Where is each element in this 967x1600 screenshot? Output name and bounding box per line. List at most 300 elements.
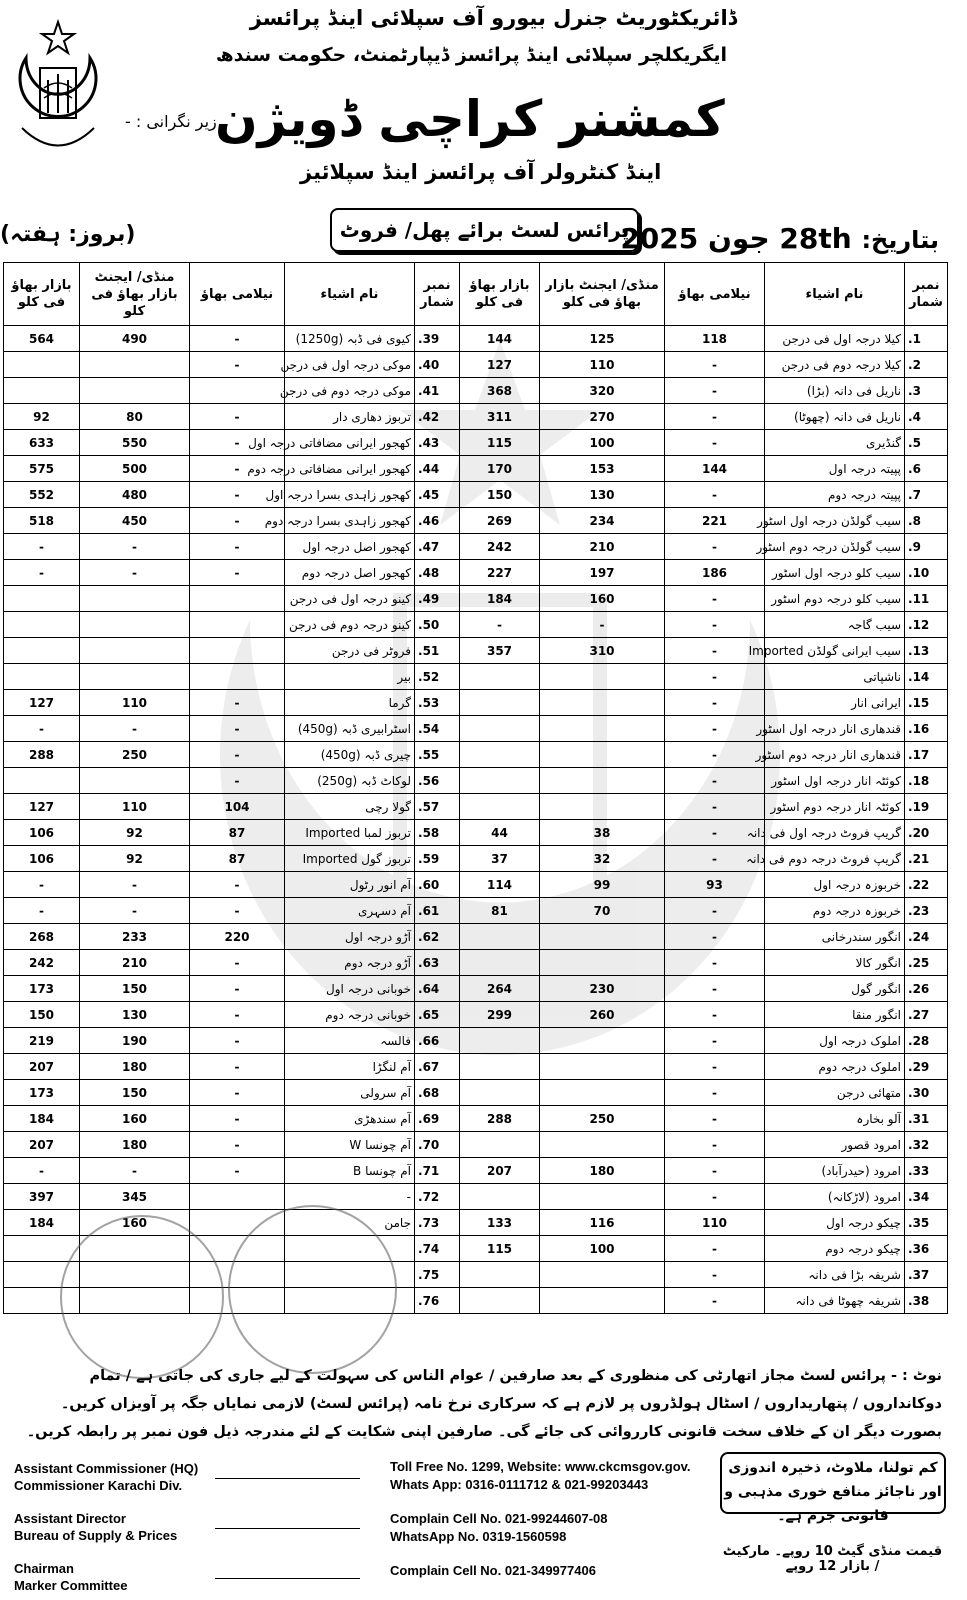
bazaar-price: -	[4, 1158, 80, 1184]
directorate-title: ڈائریکٹوریٹ جنرل بیورو آف سپلائی اینڈ پرائسز	[249, 6, 737, 30]
item-name: گریپ فروٹ درجہ اول فی دانہ	[765, 820, 905, 846]
table-row	[4, 976, 948, 1002]
auction-price: -	[665, 404, 765, 430]
auction-price: 186	[665, 560, 765, 586]
signatory-assistant-commissioner	[14, 1460, 198, 1494]
mandi-price: 70	[540, 898, 665, 924]
bazaar-price	[4, 768, 80, 794]
item-name: پپیتہ درجہ اول	[765, 456, 905, 482]
mandi-price	[540, 716, 665, 742]
item-name: سیب ایرانی گولڈن Imported	[765, 638, 905, 664]
auction-price: -	[665, 768, 765, 794]
item-name: کیلا درجہ اول فی درجن	[765, 326, 905, 352]
table-row	[4, 1158, 948, 1184]
serial-number: 70.	[415, 1132, 460, 1158]
auction-price: -	[190, 560, 285, 586]
auction-price	[190, 1184, 285, 1210]
mandi-price: -	[80, 560, 190, 586]
contact-complain-cell: Complain Cell No. 021-99244607-08	[390, 1511, 608, 1526]
bazaar-price	[460, 1132, 540, 1158]
serial-number: 19.	[905, 794, 948, 820]
auction-price: -	[665, 794, 765, 820]
item-name: تربوز لمبا Imported	[285, 820, 415, 846]
auction-price: -	[190, 768, 285, 794]
serial-number: 20.	[905, 820, 948, 846]
serial-number: 45.	[415, 482, 460, 508]
item-name: امرود قصور	[765, 1132, 905, 1158]
mandi-price: -	[80, 872, 190, 898]
auction-price: -	[665, 1184, 765, 1210]
bazaar-price: -	[4, 534, 80, 560]
serial-number: 54.	[415, 716, 460, 742]
serial-number: 12.	[905, 612, 948, 638]
contact-complain-cell-2: Complain Cell No. 021-349977406	[390, 1563, 596, 1578]
signatory-office: Bureau of Supply & Prices	[14, 1528, 178, 1543]
mandi-price: 92	[80, 846, 190, 872]
auction-price: -	[665, 378, 765, 404]
bazaar-price	[460, 716, 540, 742]
table-row	[4, 950, 948, 976]
supervision-label: زیر نگرانی : -	[125, 112, 217, 131]
bazaar-price: 106	[4, 820, 80, 846]
serial-number: 39.	[415, 326, 460, 352]
bazaar-price	[460, 690, 540, 716]
item-name: فالسہ	[285, 1028, 415, 1054]
bazaar-price: 127	[4, 794, 80, 820]
serial-number: 53.	[415, 690, 460, 716]
item-name: انگور منقا	[765, 1002, 905, 1028]
table-row	[4, 508, 948, 534]
serial-number: 34.	[905, 1184, 948, 1210]
auction-price: 221	[665, 508, 765, 534]
auction-price: -	[665, 1132, 765, 1158]
mandi-price: 210	[540, 534, 665, 560]
mandi-price: 116	[540, 1210, 665, 1236]
serial-number: 56.	[415, 768, 460, 794]
bazaar-price	[4, 664, 80, 690]
mandi-price: 450	[80, 508, 190, 534]
auction-price: -	[190, 976, 285, 1002]
mandi-price: 80	[80, 404, 190, 430]
mandi-price	[540, 1288, 665, 1314]
bazaar-price: 242	[4, 950, 80, 976]
bazaar-price: 81	[460, 898, 540, 924]
table-row	[4, 1002, 948, 1028]
table-row	[4, 924, 948, 950]
mandi-price	[540, 1262, 665, 1288]
serial-number: 60.	[415, 872, 460, 898]
serial-number: 22.	[905, 872, 948, 898]
bazaar-price	[460, 1184, 540, 1210]
mandi-price	[540, 1132, 665, 1158]
notice-text: نوٹ : - پرائس لسٹ مجاز اتھارٹی کی منظوری کے بعد صارفین / عوام الناس کی سہولت کے لیے جاری کی جاتی ہے / تمام دوکانداروں / پتھاریداروں / اسٹال ہولڈروں پر لازم ہے کہ سرکاری نرخ نامہ (پرائس لسٹ) لازمی نمایاں جگہ پر آویزاں کریں۔ بصورت دیگر ان کے خلاف سخت قانونی کارروائی کی جائے گی۔ صارفین اپنی شکایت کے لئے مندرجہ ذیل فون نمبر پر رابطہ کریں۔	[26, 1368, 942, 1440]
date-value: 28th جون 2025	[620, 222, 852, 255]
col-sn-right: نمبر شمار	[905, 263, 948, 326]
serial-number: 43.	[415, 430, 460, 456]
bazaar-price: -	[4, 872, 80, 898]
auction-price: -	[665, 1106, 765, 1132]
serial-number: 49.	[415, 586, 460, 612]
item-name: امرود (حیدرآباد)	[765, 1158, 905, 1184]
bazaar-price	[4, 638, 80, 664]
auction-price: -	[665, 1080, 765, 1106]
item-name: خوبانی درجہ دوم	[285, 1002, 415, 1028]
item-name: کھجور اصل درجہ دوم	[285, 560, 415, 586]
mandi-price	[540, 1184, 665, 1210]
serial-number: 33.	[905, 1158, 948, 1184]
item-name: آڑو درجہ اول	[285, 924, 415, 950]
col-item-left: نام اشیاء	[285, 263, 415, 326]
mandi-price: -	[80, 898, 190, 924]
bazaar-price	[460, 950, 540, 976]
serial-number: 67.	[415, 1054, 460, 1080]
table-row	[4, 612, 948, 638]
bazaar-price: 268	[4, 924, 80, 950]
bazaar-price: 207	[4, 1132, 80, 1158]
serial-number: 61.	[415, 898, 460, 924]
bazaar-price: 115	[460, 1236, 540, 1262]
item-name: کھجور ایرانی مضافاتی درجہ دوم	[285, 456, 415, 482]
signature-line	[215, 1478, 360, 1479]
serial-number: 36.	[905, 1236, 948, 1262]
mandi-price: 92	[80, 820, 190, 846]
signatory-office: Marker Committee	[14, 1578, 128, 1593]
item-name: سیب کلو درجہ دوم اسٹور	[765, 586, 905, 612]
bazaar-price: 37	[460, 846, 540, 872]
mandi-price: 250	[540, 1106, 665, 1132]
table-row	[4, 872, 948, 898]
serial-number: 42.	[415, 404, 460, 430]
serial-number: 50.	[415, 612, 460, 638]
table-row	[4, 716, 948, 742]
item-name: ناریل فی دانہ (بڑا)	[765, 378, 905, 404]
serial-number: 31.	[905, 1106, 948, 1132]
auction-price: -	[665, 482, 765, 508]
auction-price: -	[665, 924, 765, 950]
bazaar-price	[460, 1028, 540, 1054]
mandi-price: 180	[540, 1158, 665, 1184]
item-name: بیر	[285, 664, 415, 690]
mandi-price: 150	[80, 976, 190, 1002]
contact-whatsapp: Whats App: 0316-0111712 & 021-99203443	[390, 1477, 649, 1492]
serial-number: 68.	[415, 1080, 460, 1106]
mandi-price: 260	[540, 1002, 665, 1028]
mandi-price: 550	[80, 430, 190, 456]
auction-price: -	[190, 1028, 285, 1054]
item-name: کیوی فی ڈبہ (1250g)	[285, 326, 415, 352]
mandi-price: 125	[540, 326, 665, 352]
table-row	[4, 1054, 948, 1080]
auction-price: -	[190, 1002, 285, 1028]
bazaar-price: 173	[4, 1080, 80, 1106]
item-name: خربوزہ درجہ اول	[765, 872, 905, 898]
item-name: انگور کالا	[765, 950, 905, 976]
date-label: بتاریخ:	[861, 226, 939, 254]
col-mandi-right: منڈی/ ایجنٹ بازار بھاؤ فی کلو	[540, 263, 665, 326]
item-name: آم دسہری	[285, 898, 415, 924]
item-name: فروٹر فی درجن	[285, 638, 415, 664]
serial-number: 14.	[905, 664, 948, 690]
item-name: انگور سندرخانی	[765, 924, 905, 950]
bazaar-price: 552	[4, 482, 80, 508]
item-name: انگور گول	[765, 976, 905, 1002]
auction-price	[190, 378, 285, 404]
bazaar-price: 92	[4, 404, 80, 430]
bazaar-price	[4, 586, 80, 612]
col-bazaar-left: بازار بھاؤ فی کلو	[4, 263, 80, 326]
bazaar-price	[460, 1080, 540, 1106]
serial-number: 46.	[415, 508, 460, 534]
item-name: چیری ڈبہ (450g)	[285, 742, 415, 768]
bazaar-price: 368	[460, 378, 540, 404]
mandi-price: 233	[80, 924, 190, 950]
mandi-price	[80, 586, 190, 612]
bazaar-price: -	[4, 560, 80, 586]
auction-price: -	[665, 1002, 765, 1028]
serial-number: 28.	[905, 1028, 948, 1054]
auction-price: -	[665, 976, 765, 1002]
bazaar-price: 184	[4, 1106, 80, 1132]
item-name: آم چونسا B	[285, 1158, 415, 1184]
auction-price: -	[190, 716, 285, 742]
serial-number: 18.	[905, 768, 948, 794]
signatory-office: Commissioner Karachi Div.	[14, 1478, 183, 1493]
auction-price: -	[665, 612, 765, 638]
item-name: سیب کلو درجہ اول اسٹور	[765, 560, 905, 586]
table-row	[4, 1080, 948, 1106]
mandi-price: 320	[540, 378, 665, 404]
signatory-chairman	[14, 1560, 127, 1594]
department-title: ایگریکلچر سپلائی اینڈ پرائسز ڈیپارٹمنٹ، حکومت سندھ	[215, 44, 727, 66]
auction-price: -	[665, 742, 765, 768]
mandi-price: 38	[540, 820, 665, 846]
mandi-price	[540, 742, 665, 768]
bazaar-price: 144	[460, 326, 540, 352]
bazaar-price: 150	[4, 1002, 80, 1028]
serial-number: 5.	[905, 430, 948, 456]
table-row	[4, 742, 948, 768]
serial-number: 48.	[415, 560, 460, 586]
auction-price: -	[190, 898, 285, 924]
serial-number: 8.	[905, 508, 948, 534]
serial-number: 72.	[415, 1184, 460, 1210]
mandi-price: 180	[80, 1054, 190, 1080]
bazaar-price	[460, 924, 540, 950]
table-row	[4, 690, 948, 716]
mandi-price	[540, 950, 665, 976]
mandi-price: 345	[80, 1184, 190, 1210]
auction-price: -	[665, 716, 765, 742]
mandi-price: 130	[80, 1002, 190, 1028]
bazaar-price: 219	[4, 1028, 80, 1054]
bazaar-price: 397	[4, 1184, 80, 1210]
item-name: کوئٹہ انار درجہ اول اسٹور	[765, 768, 905, 794]
mandi-price: 234	[540, 508, 665, 534]
bazaar-price: 106	[4, 846, 80, 872]
mandi-price: 250	[80, 742, 190, 768]
serial-number: 47.	[415, 534, 460, 560]
bazaar-price	[460, 768, 540, 794]
mandi-price	[540, 1054, 665, 1080]
signature-line	[215, 1528, 360, 1529]
item-name: کیلا درجہ دوم فی درجن	[765, 352, 905, 378]
auction-price: -	[190, 690, 285, 716]
mandi-price	[540, 1028, 665, 1054]
mandi-price: 197	[540, 560, 665, 586]
serial-number: 32.	[905, 1132, 948, 1158]
col-mandi-left: منڈی/ ایجنٹ بازار بھاؤ فی کلو	[80, 263, 190, 326]
date-field	[620, 222, 939, 255]
bazaar-price	[460, 1262, 540, 1288]
auction-price: -	[665, 352, 765, 378]
serial-number: 3.	[905, 378, 948, 404]
item-name: آڑو درجہ دوم	[285, 950, 415, 976]
auction-price: -	[190, 404, 285, 430]
mandi-price: 310	[540, 638, 665, 664]
auction-price: -	[665, 846, 765, 872]
table-header-row	[4, 263, 948, 326]
table-row	[4, 1184, 948, 1210]
mandi-price: 160	[80, 1106, 190, 1132]
item-name: سیب گولڈن درجہ دوم اسٹور	[765, 534, 905, 560]
serial-number: 30.	[905, 1080, 948, 1106]
bazaar-price	[4, 378, 80, 404]
table-row	[4, 898, 948, 924]
item-name: گرما	[285, 690, 415, 716]
serial-number: 58.	[415, 820, 460, 846]
auction-price: -	[190, 1080, 285, 1106]
auction-price: -	[665, 1028, 765, 1054]
auction-price: -	[665, 1288, 765, 1314]
mandi-price: 99	[540, 872, 665, 898]
auction-price: 144	[665, 456, 765, 482]
bazaar-price: 264	[460, 976, 540, 1002]
serial-number: 71.	[415, 1158, 460, 1184]
auction-price: -	[190, 482, 285, 508]
auction-price: 87	[190, 820, 285, 846]
bazaar-price: 207	[4, 1054, 80, 1080]
table-row	[4, 1028, 948, 1054]
item-name: کھجور زاہدی بسرا درجہ دوم	[285, 508, 415, 534]
assistant-commissioner-stamp	[60, 1215, 224, 1379]
auction-price: -	[665, 1262, 765, 1288]
serial-number: 17.	[905, 742, 948, 768]
mandi-price: 150	[80, 1080, 190, 1106]
auction-price: -	[665, 950, 765, 976]
item-name: ناریل فی دانہ (چھوٹا)	[765, 404, 905, 430]
serial-number: 59.	[415, 846, 460, 872]
item-name: گریپ فروٹ درجہ دوم فی دانہ	[765, 846, 905, 872]
table-row	[4, 326, 948, 352]
mandi-price: 110	[540, 352, 665, 378]
bazaar-price: 207	[460, 1158, 540, 1184]
bazaar-price: 227	[460, 560, 540, 586]
serial-number: 74.	[415, 1236, 460, 1262]
mandi-price	[540, 664, 665, 690]
mandi-price: 130	[540, 482, 665, 508]
bazaar-price: -	[4, 898, 80, 924]
serial-number: 11.	[905, 586, 948, 612]
mandi-price: 32	[540, 846, 665, 872]
item-name: کھجور ایرانی مضافاتی درجہ اول	[285, 430, 415, 456]
serial-number: 55.	[415, 742, 460, 768]
serial-number: 27.	[905, 1002, 948, 1028]
serial-number: 37.	[905, 1262, 948, 1288]
auction-price: -	[190, 326, 285, 352]
mandi-price: -	[80, 534, 190, 560]
item-name: جامن	[285, 1210, 415, 1236]
serial-number: 29.	[905, 1054, 948, 1080]
bazaar-price: 133	[460, 1210, 540, 1236]
serial-number: 9.	[905, 534, 948, 560]
signature-line	[215, 1578, 360, 1579]
item-name: قندھاری انار درجہ دوم اسٹور	[765, 742, 905, 768]
table-row	[4, 378, 948, 404]
mandi-price: 490	[80, 326, 190, 352]
auction-price: -	[190, 352, 285, 378]
item-name: تربوز دھاری دار	[285, 404, 415, 430]
mandi-price	[80, 612, 190, 638]
bazaar-price	[4, 1236, 80, 1262]
sindh-government-emblem	[8, 18, 108, 168]
item-name: کینو درجہ اول فی درجن	[285, 586, 415, 612]
signatory-title: Assistant Director	[14, 1511, 126, 1526]
table-row	[4, 482, 948, 508]
auction-price: -	[190, 1132, 285, 1158]
table-row	[4, 586, 948, 612]
price-table	[3, 262, 948, 1314]
serial-number: 73.	[415, 1210, 460, 1236]
mandi-price: 160	[80, 1210, 190, 1236]
serial-number: 66.	[415, 1028, 460, 1054]
bazaar-price: 127	[4, 690, 80, 716]
auction-price: -	[665, 664, 765, 690]
auction-price: -	[190, 950, 285, 976]
item-name: کوئٹہ انار درجہ دوم اسٹور	[765, 794, 905, 820]
mandi-price: 100	[540, 430, 665, 456]
bazaar-price	[4, 352, 80, 378]
mandi-price	[540, 768, 665, 794]
mandi-price	[540, 690, 665, 716]
item-name: موکی درجہ اول فی درجن	[285, 352, 415, 378]
item-name: پپیتہ درجہ دوم	[765, 482, 905, 508]
mandi-price: 190	[80, 1028, 190, 1054]
bazaar-price	[460, 1288, 540, 1314]
auction-price: -	[190, 872, 285, 898]
serial-number: 10.	[905, 560, 948, 586]
item-name: املوک درجہ اول	[765, 1028, 905, 1054]
serial-number: 4.	[905, 404, 948, 430]
mandi-price: 230	[540, 976, 665, 1002]
mandi-price: -	[80, 716, 190, 742]
table-row	[4, 404, 948, 430]
mandi-price: -	[80, 1158, 190, 1184]
item-name: شریفہ بڑا فی دانہ	[765, 1262, 905, 1288]
item-name: گنڈیری	[765, 430, 905, 456]
serial-number: 15.	[905, 690, 948, 716]
auction-price: -	[190, 534, 285, 560]
auction-price	[190, 638, 285, 664]
item-name: چیکو درجہ اول	[765, 1210, 905, 1236]
serial-number: 7.	[905, 482, 948, 508]
signatory-title: Chairman	[14, 1561, 74, 1576]
serial-number: 63.	[415, 950, 460, 976]
auction-price	[190, 612, 285, 638]
item-name: اسٹرابیری ڈبہ (450g)	[285, 716, 415, 742]
auction-price: -	[190, 742, 285, 768]
item-name: موکی درجہ دوم فی درجن	[285, 378, 415, 404]
bazaar-price: 114	[460, 872, 540, 898]
